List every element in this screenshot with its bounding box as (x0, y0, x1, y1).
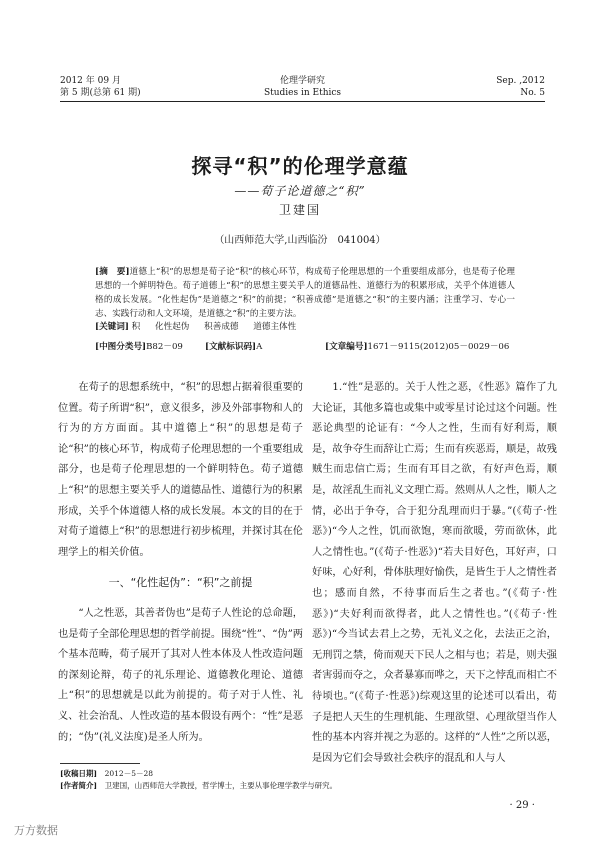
header-center (60, 75, 545, 99)
article-title: 探寻“积”的伦理学意蕴 (191, 154, 409, 178)
footnote-divider (60, 763, 140, 764)
body-column-right (312, 378, 557, 769)
abstract (95, 265, 515, 321)
article-subtitle: ——荀子论道德之“积” (234, 184, 366, 198)
page-number: · 29 · (509, 800, 535, 811)
keyword: 道德主体性 (253, 322, 297, 332)
body-column-left (58, 378, 303, 748)
journal-name-en: Studies in Ethics (263, 88, 342, 98)
abstract-text: 道德上“积”的思想是荀子论“积”的核心环节，构成荀子伦理思想的一个重要组成部分，也是荀子伦理思想的一个鲜明特色。荀子道德上“积”的思想主要关乎人的道德品性、道德行为的积累形成，关乎个体道德人格的成长发展。“化性起伪”是道德之“积”的前提；“积善成德”是道德之“积”的主要内涵；注重学习、专心一志、实践行动和人文环境，是道德之“积”的主要方法。 (95, 267, 516, 319)
keywords-label: [关键词] (95, 322, 129, 332)
journal-name-cn: 伦理学研究 (279, 76, 325, 86)
issue-number: 第 5 期(总第 61 期) (60, 88, 141, 98)
article-number: [文章编号]1671－9115(2012)05－0029－06 (325, 342, 510, 352)
author-affiliation: （山西师范大学,山西临汾 041004） (214, 235, 386, 246)
body-paragraph: “人之性恶，其善者伪也”是荀子人性论的总命题，也是荀子全部伦理思想的哲学前提。围绕“性”、“伪”两个基本范畴，荀子展开了其对人性本体及人性改造问题的深刻论辩，荀子的礼乐理论、道德教化理论、道德上“积”的思想就是以此为前提的。荀子对于人性、礼义、社会治乱、人性改造的基本假设有两个：“性”是恶的；“伪”(礼义法度)是圣人所为。 (58, 607, 303, 743)
body-paragraph: 1.“性”是恶的。关于人性之恶，《性恶》篇作了九大论证，其他多篇也或集中或零星讨论过这个问题。性恶论典型的论证有：“今人之性，生而有好利焉，顺是，故争夺生而辞让亡焉；生而有疾恶焉，顺是，故残贼生而忠信亡焉；生而有耳目之欲，有好声色焉，顺是，故淫乱生而礼义文理亡焉。然则从人之性，顺人之情，必出于争夺，合于犯分乱理而归于暴。”(《荀子·性恶》)“今人之性，饥而欲饱，寒而欲暖，劳而欲休，此人之情性也。”(《荀子·性恶》)“若夫目好色，耳好声，口好味，心好利，骨体肤理好愉佚，是皆生于人之情性者也；感而自然，不待事而后生之者也。”(《荀子·性恶》)“夫好利而欲得者，此人之情性也。”(《荀子·性恶》)“今当试去君上之势，无礼义之化，去法正之治，无刑罚之禁，倚而观天下民人之相与也；若是，则夫强者害弱而夺之，众者暴寡而哗之，天下之悖乱而相亡不待顷也。”(《荀子·性恶》)综观这里的论述可以看出，荀子是把人天生的生理机能、生理欲望、心理欲望当作人性的基本内容并视之为恶的。这样的“人性”之所以恶，是因为它们会导致社会秩序的混乱和人与人 (312, 382, 557, 764)
abstract-label: [摘 要] (95, 267, 130, 277)
document-code: [文献标识码]A (205, 342, 263, 352)
header-divider (60, 101, 545, 102)
issue-number-en: No. 5 (520, 88, 545, 98)
section-heading: 一、“化性起伪”：“积”之前提 (108, 576, 253, 590)
header-right (496, 75, 545, 99)
issue-date-en: Sep. ,2012 (496, 76, 545, 86)
classification-line (95, 340, 515, 352)
issue-date: 2012 年 09 月 (60, 76, 121, 86)
keyword: 积善成德 (204, 322, 239, 332)
intro-paragraph: 在荀子的思想系统中，“积”的思想占据着很重要的位置。荀子所谓“积”，意义很多，涉及外部事物和人的行为的方方面面。其中道德上“积”的思想是荀子论“积”的核心环节，构成荀子伦理思想的一个重要组成部分，也是荀子伦理思想的一个鲜明特色。荀子道德上“积”的思想主要关乎人的道德品性、道德行为的积累形成，关乎个体道德人格的成长发展。本文的目的在于对荀子道德上“积”的思想进行初步梳理，并探讨其在伦理学上的相关价值。 (58, 382, 303, 558)
keyword: 化性起伪 (155, 322, 190, 332)
footnotes (60, 768, 540, 792)
keywords (95, 320, 515, 332)
author-name: 卫建国 (278, 203, 321, 217)
clc-number: [中图分类号]B82－09 (95, 342, 183, 352)
keyword: 积 (131, 322, 141, 332)
watermark: 万方数据 (14, 824, 58, 837)
footnote-author: [作者简介] 卫建国，山西师范大学教授，哲学博士，主要从事伦理学教学与研究。 (60, 781, 338, 790)
footnote-received: [收稿日期] 2012－5－28 (60, 769, 154, 778)
